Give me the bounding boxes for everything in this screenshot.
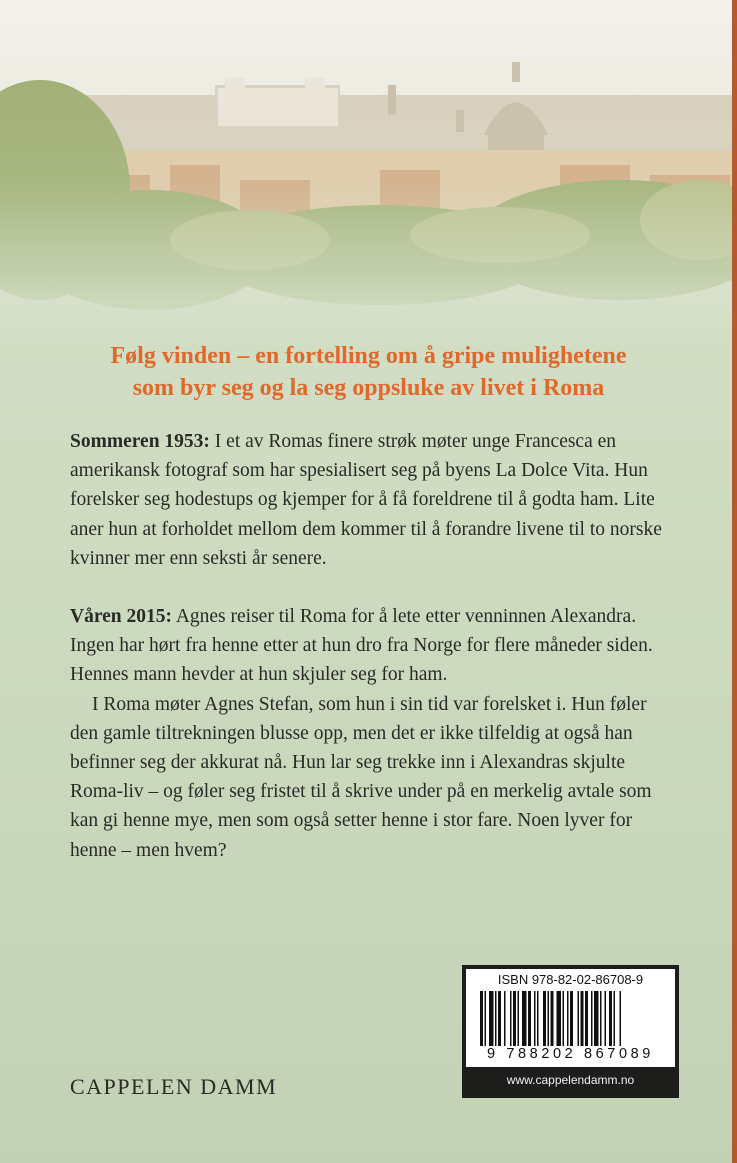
blurb-lead-1953: Sommeren 1953: bbox=[70, 431, 210, 452]
barcode-bar bbox=[543, 991, 546, 1046]
barcode-bar bbox=[480, 991, 483, 1046]
barcode-bar bbox=[518, 991, 520, 1046]
barcode-bar bbox=[567, 991, 569, 1046]
barcode-bar bbox=[489, 991, 494, 1046]
barcode-bar bbox=[600, 991, 602, 1046]
barcode-bar bbox=[585, 991, 588, 1046]
barcode-bar bbox=[614, 991, 616, 1046]
barcode-bar bbox=[578, 991, 580, 1046]
barcode-bar bbox=[594, 991, 599, 1046]
barcode-panel bbox=[466, 969, 675, 1067]
barcode-bar bbox=[485, 991, 487, 1046]
barcode-bar bbox=[534, 991, 536, 1046]
blurb-lead-2015: Våren 2015: bbox=[70, 606, 173, 628]
blurb-paragraph-1 bbox=[70, 427, 670, 573]
blurb-paragraph-3: I Roma møter Agnes Stefan, som hun i sin tid var forelsket i. Hun føler den gamle tiltrekningen blusse opp, men det er ikke tilfeldig at også han befinner seg der akkurat nå. Hun lar seg trekke inn i Alexandras skjulte Roma-liv – og føler seg fristet til å skrive under på en merkelig avtale som kan gi henne mye, men som også setter henne i stor fare. Noen lyver for henne – men hvem? bbox=[70, 693, 652, 861]
tagline-line-2: som byr seg og la seg oppsluke av livet i Roma bbox=[132, 375, 605, 401]
barcode-bar bbox=[591, 991, 593, 1046]
barcode-bar bbox=[537, 991, 539, 1046]
barcode-bar bbox=[498, 991, 501, 1046]
rome-skyline-illustration bbox=[0, 0, 737, 330]
blurb-text-1: I et av Romas finere strøk møter unge Francesca en amerikansk fotograf som har spesialisert seg på byens La Dolce Vita. Hun forelsker seg hodestups og kjemper for å få foreldrene til å godta ham. Lite aner hun at forholdet mellom dem kommer til å forandre livene til to norske kvinner mer enn seksti år senere. bbox=[70, 431, 662, 569]
barcode-bar bbox=[504, 991, 506, 1046]
barcode-bar bbox=[563, 991, 565, 1046]
barcode-bar bbox=[551, 991, 554, 1046]
barcode-bar bbox=[620, 991, 622, 1046]
barcode-bar bbox=[548, 991, 550, 1046]
blurb-text-2: Agnes reiser til Roma for å lete etter venninnen Alexandra. Ingen har hørt fra henne etter at hun dro fra Norge for flere måneder siden. Hennes mann hevder at hun skjuler seg for ham. bbox=[70, 606, 653, 686]
barcode-bar bbox=[570, 991, 573, 1046]
blurb bbox=[70, 427, 670, 865]
tagline-line-1: Følg vinden – en fortelling om å gripe mulighetene bbox=[110, 343, 627, 369]
publisher-logo: CAPPELEN DAMM bbox=[70, 1074, 278, 1099]
isbn-label: ISBN 978-82-02-86708-9 bbox=[497, 972, 644, 987]
barcode-bar bbox=[522, 991, 527, 1046]
barcode-bar bbox=[581, 991, 584, 1046]
barcode-bar bbox=[528, 991, 531, 1046]
isbn-barcode-block bbox=[462, 965, 679, 1098]
barcode-bar bbox=[605, 991, 607, 1046]
publisher-website: www.cappelendamm.no bbox=[506, 1073, 635, 1087]
barcode-bar bbox=[557, 991, 562, 1046]
barcode-bars bbox=[480, 991, 661, 1046]
blurb-paragraph-2 bbox=[70, 602, 670, 690]
barcode-bar bbox=[513, 991, 516, 1046]
barcode-bar bbox=[609, 991, 612, 1046]
barcode-digits: 9 788202 867089 bbox=[487, 1046, 654, 1062]
barcode-bar bbox=[495, 991, 497, 1046]
spine-edge bbox=[732, 0, 737, 1163]
barcode-bar bbox=[510, 991, 512, 1046]
tagline bbox=[40, 340, 697, 404]
